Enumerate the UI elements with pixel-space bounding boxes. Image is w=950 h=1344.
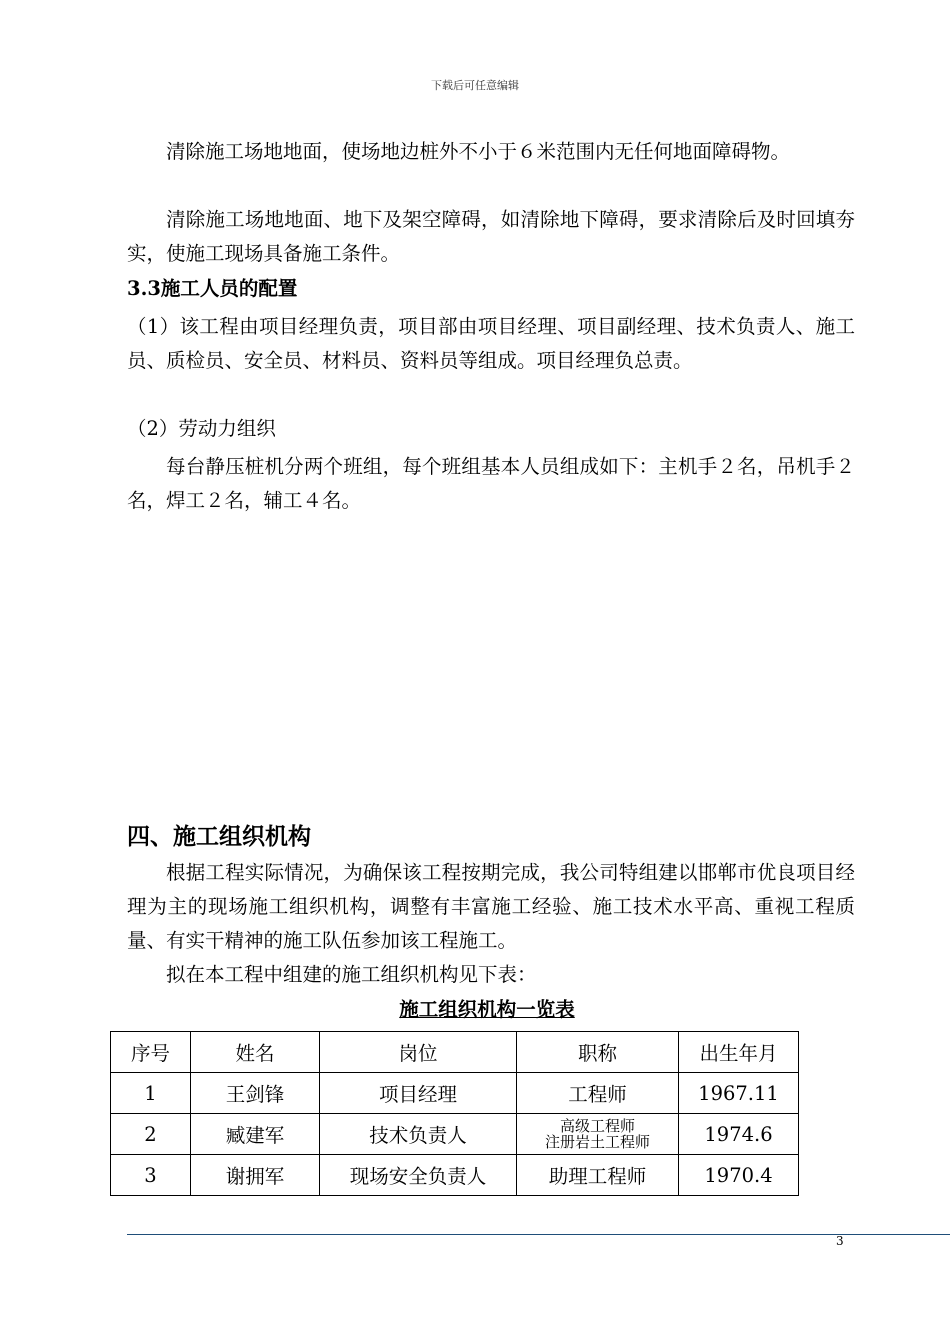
table-title: 施工组织机构一览表 — [399, 998, 575, 1021]
cell-birth: 1970.4 — [679, 1155, 799, 1196]
cell-title-line: 高级工程师 — [559, 1117, 635, 1135]
cell-title — [517, 1114, 679, 1155]
paragraph-clear-obstacles: 清除施工场地地面、地下及架空障碍，如清除地下障碍，要求清除后及时回填夯实，使施工现场具备施工条件。 — [127, 208, 855, 265]
paragraph-table-intro: 拟在本工程中组建的施工组织机构见下表： — [166, 963, 537, 986]
cell-post: 技术负责人 — [320, 1114, 517, 1155]
cell-post: 项目经理 — [320, 1073, 517, 1114]
header-cell-name: 姓名 — [191, 1032, 320, 1073]
organization-table — [110, 1031, 799, 1196]
paragraph-labor-heading: （2）劳动力组织 — [127, 417, 276, 440]
cell-birth: 1967.11 — [679, 1073, 799, 1114]
footer-divider — [127, 1234, 950, 1235]
cell-birth: 1974.6 — [679, 1114, 799, 1155]
table-header-row — [111, 1032, 799, 1073]
cell-name: 臧建军 — [191, 1114, 320, 1155]
cell-name: 谢拥军 — [191, 1155, 320, 1196]
header-cell-post: 岗位 — [320, 1032, 517, 1073]
section-heading-3-3: 3.3施工人员的配置 — [127, 277, 298, 300]
header-cell-no: 序号 — [111, 1032, 191, 1073]
table-row — [111, 1073, 799, 1114]
cell-title: 工程师 — [517, 1073, 679, 1114]
cell-post: 现场安全负责人 — [320, 1155, 517, 1196]
cell-title-line: 注册岩土工程师 — [544, 1133, 650, 1151]
table-row — [111, 1114, 799, 1155]
paragraph-labor: 每台静压桩机分两个班组，每个班组基本人员组成如下：主机手２名，吊机手２名，焊工２名，辅工４名。 — [127, 455, 855, 512]
paragraph-clear-ground: 清除施工场地地面，使场地边桩外不小于６米范围内无任何地面障碍物。 — [166, 140, 791, 163]
cell-no: 2 — [111, 1114, 191, 1155]
header-cell-title: 职称 — [517, 1032, 679, 1073]
header-cell-birth: 出生年月 — [679, 1032, 799, 1073]
cell-no: 3 — [111, 1155, 191, 1196]
cell-name: 王剑锋 — [191, 1073, 320, 1114]
paragraph-staffing: （1）该工程由项目经理负责，项目部由项目经理、项目副经理、技术负责人、施工员、质检员、安全员、材料员、资料员等组成。项目经理负总责。 — [127, 315, 855, 372]
paragraph-organization: 根据工程实际情况，为确保该工程按期完成，我公司特组建以邯郸市优良项目经理为主的现场施工组织机构，调整有丰富施工经验、施工技术水平高、重视工程质量、有实干精神的施工队伍参加该工程施工。 — [127, 861, 855, 952]
header-note: 下载后可任意编辑 — [431, 79, 519, 92]
page-number: 3 — [836, 1234, 844, 1248]
cell-no: 1 — [111, 1073, 191, 1114]
section-heading-4: 四、施工组织机构 — [127, 823, 311, 850]
table-row — [111, 1155, 799, 1196]
cell-title: 助理工程师 — [517, 1155, 679, 1196]
